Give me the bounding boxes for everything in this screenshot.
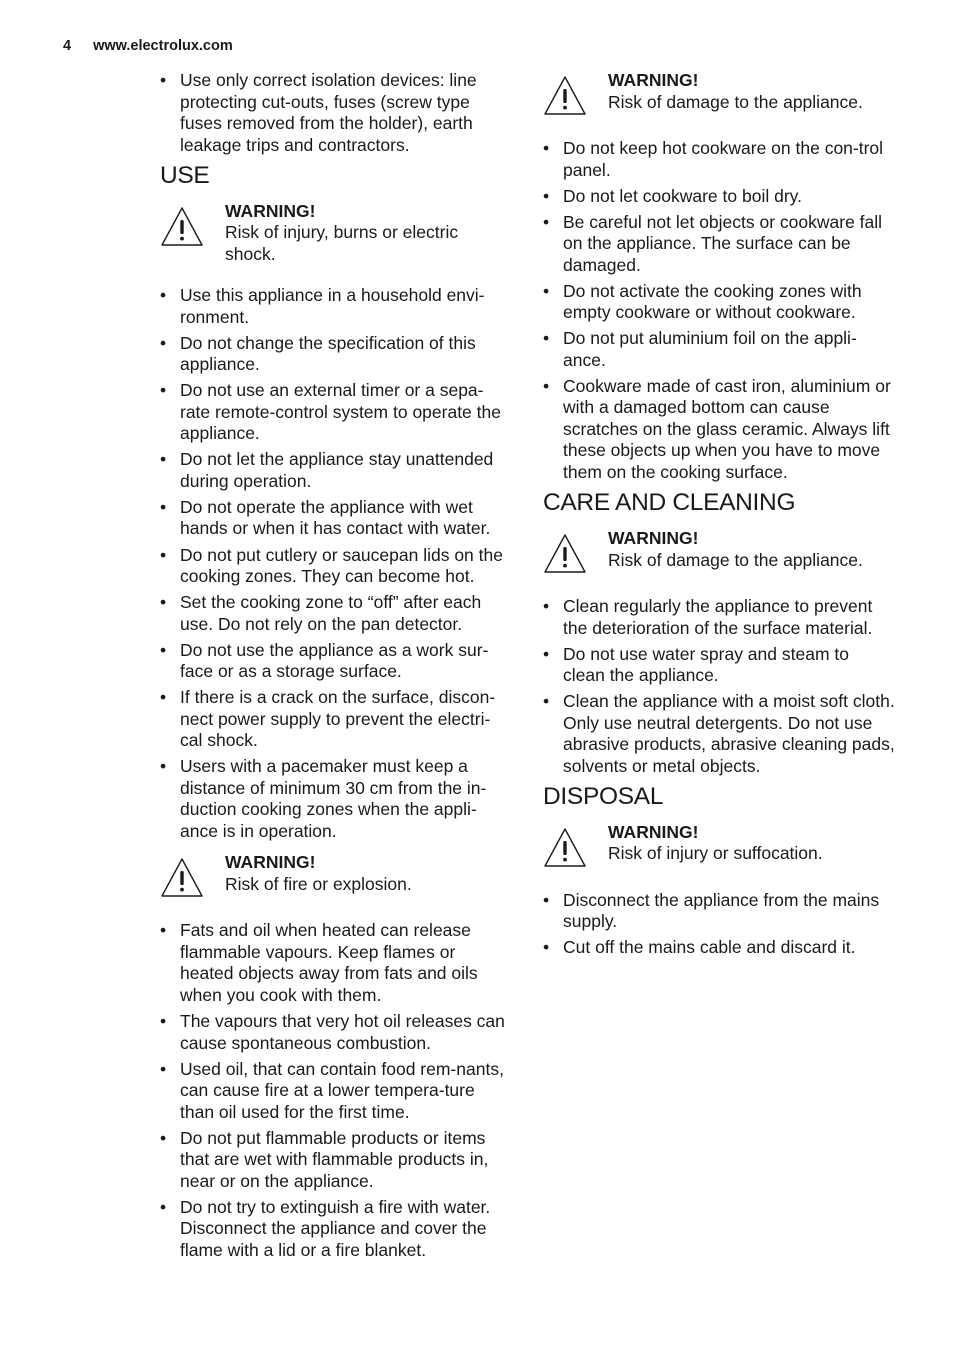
list-item: • Users with a pacemaker must keep a distance of minimum 30 cm from the in-duction cooking zones when the appli-ance is in operation. <box>160 756 512 842</box>
list-item: • Clean regularly the appliance to prevent the deterioration of the surface material. <box>543 596 895 639</box>
warning-text: Risk of injury, burns or electric shock. <box>225 222 459 264</box>
warning-box <box>160 852 512 900</box>
warning-title: WARNING! <box>608 528 699 549</box>
list-item: • Use only correct isolation devices: line protecting cut-outs, fuses (screw type fuses removed from the holder), earth leakage trips and contractors. <box>160 70 512 156</box>
warning-triangle-icon <box>160 205 204 249</box>
list-item: • Do not put flammable products or items that are wet with flammable products in, near or on the appliance. <box>160 1128 512 1193</box>
warning-box <box>543 70 895 118</box>
use-list <box>160 285 512 842</box>
list-item: • Use this appliance in a household envi-ronment. <box>160 285 512 328</box>
list-item: • Do not use an external timer or a sepa-rate remote-control system to operate the appliance. <box>160 380 512 445</box>
fire-list <box>160 920 512 1261</box>
list-item: • Do not put aluminium foil on the appli-ance. <box>543 328 895 371</box>
list-item: • Cut off the mains cable and discard it. <box>543 937 895 959</box>
care-list <box>543 596 895 777</box>
warning-triangle-icon <box>160 856 204 900</box>
right-column <box>543 70 895 964</box>
list-item: • Be careful not let objects or cookware fall on the appliance. The surface can be damaged. <box>543 212 895 277</box>
list-item: • Used oil, that can contain food rem-nants, can cause fire at a lower tempera-ture than oil used for the first time. <box>160 1059 512 1124</box>
list-item: • Do not change the specification of this appliance. <box>160 333 512 376</box>
list-item: • Do not activate the cooking zones with empty cookware or without cookware. <box>543 281 895 324</box>
header-url: www.electrolux.com <box>93 38 233 54</box>
warning-box <box>543 528 895 576</box>
list-item: • Cookware made of cast iron, aluminium or with a damaged bottom can cause scratches on the glass ceramic. Always lift these objects up when you have to move them on the cooking surface. <box>543 376 895 484</box>
list-item: • Clean the appliance with a moist soft cloth. Only use neutral detergents. Do not use abrasive products, abrasive cleaning pads, solvents or metal objects. <box>543 691 895 777</box>
list-item: • Do not keep hot cookware on the con-trol panel. <box>543 138 895 181</box>
warning-title: WARNING! <box>225 852 316 873</box>
list-item: • Disconnect the appliance from the mains supply. <box>543 890 895 933</box>
section-title-use: USE <box>160 161 210 189</box>
list-item: • Do not try to extinguish a fire with water. Disconnect the appliance and cover the flame with a lid or a fire blanket. <box>160 1197 512 1262</box>
section-title-disposal: DISPOSAL <box>543 782 664 810</box>
intro-list <box>160 70 512 156</box>
warning-triangle-icon <box>543 826 587 870</box>
warning-text: Risk of damage to the appliance. <box>608 91 863 112</box>
warning-text: Risk of injury or suffocation. <box>608 843 823 864</box>
warning-triangle-icon <box>543 74 587 118</box>
page-header <box>63 38 233 54</box>
list-item: • Do not operate the appliance with wet hands or when it has contact with water. <box>160 497 512 540</box>
warning-title: WARNING! <box>225 200 316 221</box>
section-title-care: CARE AND CLEANING <box>543 489 796 517</box>
list-item: • Do not use the appliance as a work sur-face or as a storage surface. <box>160 640 512 683</box>
list-item: • Do not use water spray and steam to clean the appliance. <box>543 644 895 687</box>
warning-text: Risk of fire or explosion. <box>225 873 412 894</box>
page-number: 4 <box>63 38 72 54</box>
warning-box <box>543 822 895 870</box>
list-item: • Do not let cookware to boil dry. <box>543 186 895 208</box>
warning-title: WARNING! <box>608 821 699 842</box>
disposal-list <box>543 890 895 959</box>
warning-text: Risk of damage to the appliance. <box>608 549 863 570</box>
list-item: • If there is a crack on the surface, discon-nect power supply to prevent the electri-cal shock. <box>160 687 512 752</box>
list-item: • Set the cooking zone to “off” after each use. Do not rely on the pan detector. <box>160 592 512 635</box>
warning-triangle-icon <box>543 532 587 576</box>
list-item: • Do not let the appliance stay unattended during operation. <box>160 449 512 492</box>
list-item: • The vapours that very hot oil releases can cause spontaneous combustion. <box>160 1011 512 1054</box>
warning-box <box>160 201 512 266</box>
warning-title: WARNING! <box>608 70 699 90</box>
cookware-list <box>543 138 895 483</box>
list-item: • Fats and oil when heated can release flammable vapours. Keep flames or heated objects away from fats and oils when you cook with them. <box>160 920 512 1006</box>
left-column <box>160 70 512 1266</box>
list-item: • Do not put cutlery or saucepan lids on the cooking zones. They can become hot. <box>160 545 512 588</box>
